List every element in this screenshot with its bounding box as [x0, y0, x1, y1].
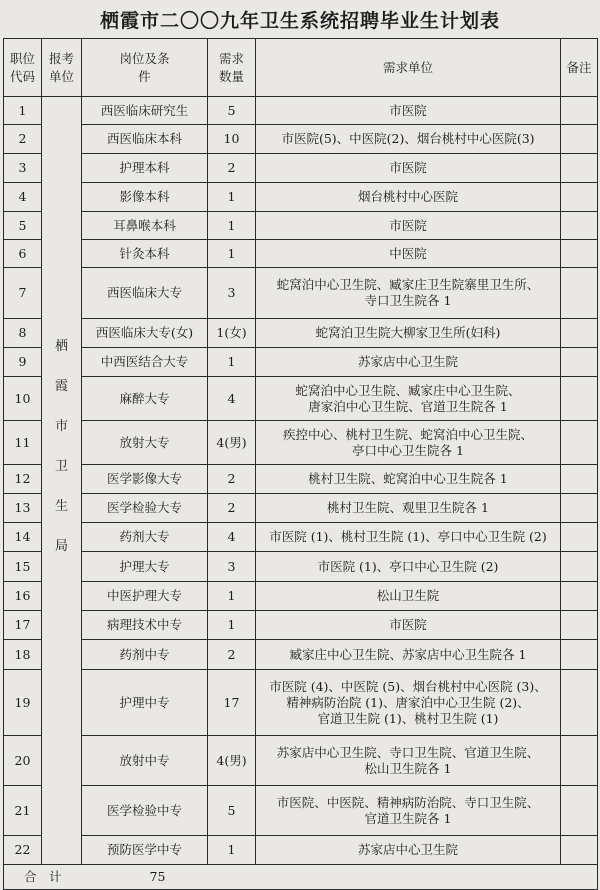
total-row — [4, 865, 598, 890]
table-row — [4, 97, 598, 125]
cell-demand-units — [256, 552, 561, 582]
demand-unit-line: 市医院(5)、中医院(2)、烟台桃村中心医院(3) — [281, 131, 535, 146]
cell-post: 医学影像大专 — [82, 465, 208, 494]
table-row — [4, 125, 598, 154]
cell-remark — [561, 377, 598, 421]
demand-unit-line: 市医院 (1)、桃村卫生院 (1)、亭口中心卫生院 (2) — [269, 529, 547, 544]
cell-code: 8 — [4, 319, 42, 348]
cell-demand-units — [256, 212, 561, 240]
cell-remark — [561, 836, 598, 865]
cell-code: 16 — [4, 582, 42, 611]
header-code: 职位代码 — [4, 39, 42, 97]
cell-demand-units — [256, 640, 561, 670]
cell-count: 5 — [208, 786, 256, 836]
cell-count: 4 — [208, 523, 256, 552]
table-row — [4, 640, 598, 670]
header-demand-units: 需求单位 — [256, 39, 561, 97]
table-row — [4, 319, 598, 348]
cell-post: 医学检验大专 — [82, 494, 208, 523]
demand-unit-line: 蛇窝泊中心卫生院、臧家庄中心卫生院、 — [295, 382, 521, 398]
demand-unit-line: 官道卫生院 (1)、桃村卫生院 (1) — [317, 710, 499, 726]
cell-demand-units — [256, 611, 561, 640]
demand-unit-line: 蛇窝泊中心卫生院、臧家庄卫生院寨里卫生所、 — [276, 277, 540, 292]
demand-unit-line: 苏家店中心卫生院 — [357, 354, 458, 369]
cell-code: 22 — [4, 836, 42, 865]
cell-demand-units — [256, 183, 561, 212]
table-row — [4, 421, 598, 465]
demand-unit-line: 寺口卫生院各 1 — [364, 293, 452, 308]
cell-post: 中西医结合大专 — [82, 348, 208, 377]
cell-remark — [561, 465, 598, 494]
cell-remark — [561, 582, 598, 611]
table-row — [4, 377, 598, 421]
table-row — [4, 670, 598, 736]
cell-post: 护理本科 — [82, 154, 208, 183]
cell-remark — [561, 97, 598, 125]
demand-unit-line: 松山卫生院各 1 — [364, 760, 452, 776]
demand-unit-line: 官道卫生院各 1 — [364, 810, 452, 826]
cell-remark — [561, 319, 598, 348]
header-count: 需求数量 — [208, 39, 256, 97]
cell-remark — [561, 125, 598, 154]
header-remark: 备注 — [561, 39, 598, 97]
cell-post: 医学检验中专 — [82, 786, 208, 836]
table-row — [4, 836, 598, 865]
header-row — [4, 39, 598, 97]
cell-code: 13 — [4, 494, 42, 523]
cell-code: 17 — [4, 611, 42, 640]
cell-code: 19 — [4, 670, 42, 736]
cell-post: 麻醉大专 — [82, 377, 208, 421]
cell-code: 11 — [4, 421, 42, 465]
cell-remark — [561, 523, 598, 552]
cell-code: 20 — [4, 736, 42, 786]
cell-remark — [561, 736, 598, 786]
cell-code: 6 — [4, 240, 42, 268]
demand-unit-line: 苏家店中心卫生院 — [357, 842, 458, 857]
demand-unit-line: 松山卫生院 — [376, 588, 440, 603]
cell-count: 1(女) — [208, 319, 256, 348]
cell-demand-units — [256, 465, 561, 494]
table-row — [4, 494, 598, 523]
cell-demand-units — [256, 836, 561, 865]
cell-count: 5 — [208, 97, 256, 125]
cell-post: 西医临床研究生 — [82, 97, 208, 125]
demand-unit-line: 市医院 — [389, 160, 427, 175]
reporting-unit-char: 生 — [54, 499, 68, 514]
demand-unit-line: 市医院 — [389, 217, 427, 233]
cell-demand-units — [256, 494, 561, 523]
cell-count: 1 — [208, 611, 256, 640]
cell-remark — [561, 348, 598, 377]
cell-count: 1 — [208, 836, 256, 865]
reporting-unit-cell — [42, 97, 82, 865]
cell-demand-units — [256, 97, 561, 125]
cell-count: 1 — [208, 348, 256, 377]
reporting-unit-char: 卫 — [54, 459, 68, 474]
cell-count: 4(男) — [208, 421, 256, 465]
cell-count: 1 — [208, 582, 256, 611]
cell-demand-units — [256, 377, 561, 421]
cell-count: 4(男) — [208, 736, 256, 786]
demand-unit-line: 疾控中心、桃村卫生院、蛇窝泊中心卫生院、 — [282, 426, 533, 442]
cell-count: 1 — [208, 240, 256, 268]
cell-remark — [561, 212, 598, 240]
demand-unit-line: 市医院 (4)、中医院 (5)、烟台桃村中心医院 (3)、 — [269, 678, 547, 694]
table-row — [4, 465, 598, 494]
cell-demand-units — [256, 240, 561, 268]
cell-demand-units — [256, 786, 561, 836]
cell-post: 放射大专 — [82, 421, 208, 465]
demand-unit-line: 蛇窝泊卫生院大柳家卫生所(妇科) — [315, 325, 501, 340]
reporting-unit-char: 霞 — [54, 379, 68, 394]
demand-unit-line: 唐家泊中心卫生院、官道卫生院各 1 — [308, 398, 508, 414]
demand-unit-line: 市医院 (1)、亭口中心卫生院 (2) — [317, 558, 499, 574]
demand-unit-line: 苏家店中心卫生院、寺口卫生院、官道卫生院、 — [276, 744, 540, 760]
cell-count: 4 — [208, 377, 256, 421]
cell-post: 西医临床大专 — [82, 268, 208, 319]
demand-unit-line: 亭口中心卫生院各 1 — [352, 442, 464, 458]
cell-post: 针灸本科 — [82, 240, 208, 268]
cell-code: 2 — [4, 125, 42, 154]
cell-demand-units — [256, 125, 561, 154]
total-label: 合 计 — [4, 865, 82, 890]
cell-remark — [561, 786, 598, 836]
cell-code: 9 — [4, 348, 42, 377]
cell-code: 4 — [4, 183, 42, 212]
cell-code: 15 — [4, 552, 42, 582]
cell-remark — [561, 494, 598, 523]
cell-remark — [561, 640, 598, 670]
demand-unit-line: 臧家庄中心卫生院、苏家店中心卫生院各 1 — [289, 646, 527, 662]
table-row — [4, 268, 598, 319]
cell-count: 2 — [208, 465, 256, 494]
table-row — [4, 582, 598, 611]
reporting-unit-char: 栖 — [54, 339, 68, 354]
table-row — [4, 523, 598, 552]
header-post: 岗位及条件 — [82, 39, 208, 97]
cell-count: 10 — [208, 125, 256, 154]
demand-unit-line: 桃村卫生院、蛇窝泊中心卫生院各 1 — [308, 471, 508, 486]
table-row — [4, 183, 598, 212]
cell-remark — [561, 421, 598, 465]
cell-post: 耳鼻喉本科 — [82, 212, 208, 240]
cell-remark — [561, 154, 598, 183]
cell-code: 12 — [4, 465, 42, 494]
demand-unit-line: 中医院 — [389, 245, 427, 261]
cell-code: 3 — [4, 154, 42, 183]
cell-demand-units — [256, 736, 561, 786]
cell-demand-units — [256, 348, 561, 377]
cell-remark — [561, 183, 598, 212]
table-row — [4, 736, 598, 786]
cell-post: 护理中专 — [82, 670, 208, 736]
recruitment-table — [3, 38, 598, 890]
header-unit: 报考单位 — [42, 39, 82, 97]
demand-unit-line: 桃村卫生院、观里卫生院各 1 — [327, 500, 489, 515]
cell-demand-units — [256, 154, 561, 183]
cell-remark — [561, 240, 598, 268]
demand-unit-line: 市医院 — [389, 102, 427, 118]
cell-demand-units — [256, 421, 561, 465]
cell-code: 18 — [4, 640, 42, 670]
cell-code: 10 — [4, 377, 42, 421]
cell-count: 2 — [208, 154, 256, 183]
cell-code: 5 — [4, 212, 42, 240]
cell-remark — [561, 268, 598, 319]
cell-post: 中医护理大专 — [82, 582, 208, 611]
cell-count: 1 — [208, 183, 256, 212]
table-row — [4, 154, 598, 183]
total-value: 75 — [82, 865, 598, 890]
cell-demand-units — [256, 268, 561, 319]
cell-post: 放射中专 — [82, 736, 208, 786]
cell-remark — [561, 670, 598, 736]
cell-post: 西医临床大专(女) — [82, 319, 208, 348]
cell-remark — [561, 611, 598, 640]
reporting-unit-char: 局 — [54, 539, 68, 554]
demand-unit-line: 市医院、中医院、精神病防治院、寺口卫生院、 — [276, 794, 540, 810]
cell-code: 21 — [4, 786, 42, 836]
cell-count: 2 — [208, 494, 256, 523]
cell-post: 影像本科 — [82, 183, 208, 212]
demand-unit-line: 烟台桃村中心医院 — [357, 189, 458, 204]
cell-demand-units — [256, 319, 561, 348]
cell-code: 7 — [4, 268, 42, 319]
cell-demand-units — [256, 523, 561, 552]
demand-unit-line: 市医院 — [389, 617, 427, 632]
table-row — [4, 348, 598, 377]
cell-demand-units — [256, 582, 561, 611]
cell-count: 3 — [208, 268, 256, 319]
table-body — [4, 97, 598, 890]
cell-remark — [561, 552, 598, 582]
table-row — [4, 240, 598, 268]
cell-count: 1 — [208, 212, 256, 240]
cell-post: 西医临床本科 — [82, 125, 208, 154]
cell-demand-units — [256, 670, 561, 736]
cell-count: 2 — [208, 640, 256, 670]
cell-post: 预防医学中专 — [82, 836, 208, 865]
table-row — [4, 611, 598, 640]
cell-post: 药剂中专 — [82, 640, 208, 670]
cell-post: 药剂大专 — [82, 523, 208, 552]
cell-post: 病理技术中专 — [82, 611, 208, 640]
table-row — [4, 552, 598, 582]
page-title: 栖霞市二〇〇九年卫生系统招聘毕业生计划表 — [99, 10, 500, 32]
reporting-unit-char: 市 — [54, 419, 68, 434]
demand-unit-line: 精神病防治院 (1)、唐家泊中心卫生院 (2)、 — [286, 694, 530, 710]
cell-post: 护理大专 — [82, 552, 208, 582]
table-row — [4, 786, 598, 836]
cell-count: 3 — [208, 552, 256, 582]
cell-code: 14 — [4, 523, 42, 552]
cell-code: 1 — [4, 97, 42, 125]
cell-count: 17 — [208, 670, 256, 736]
table-row — [4, 212, 598, 240]
